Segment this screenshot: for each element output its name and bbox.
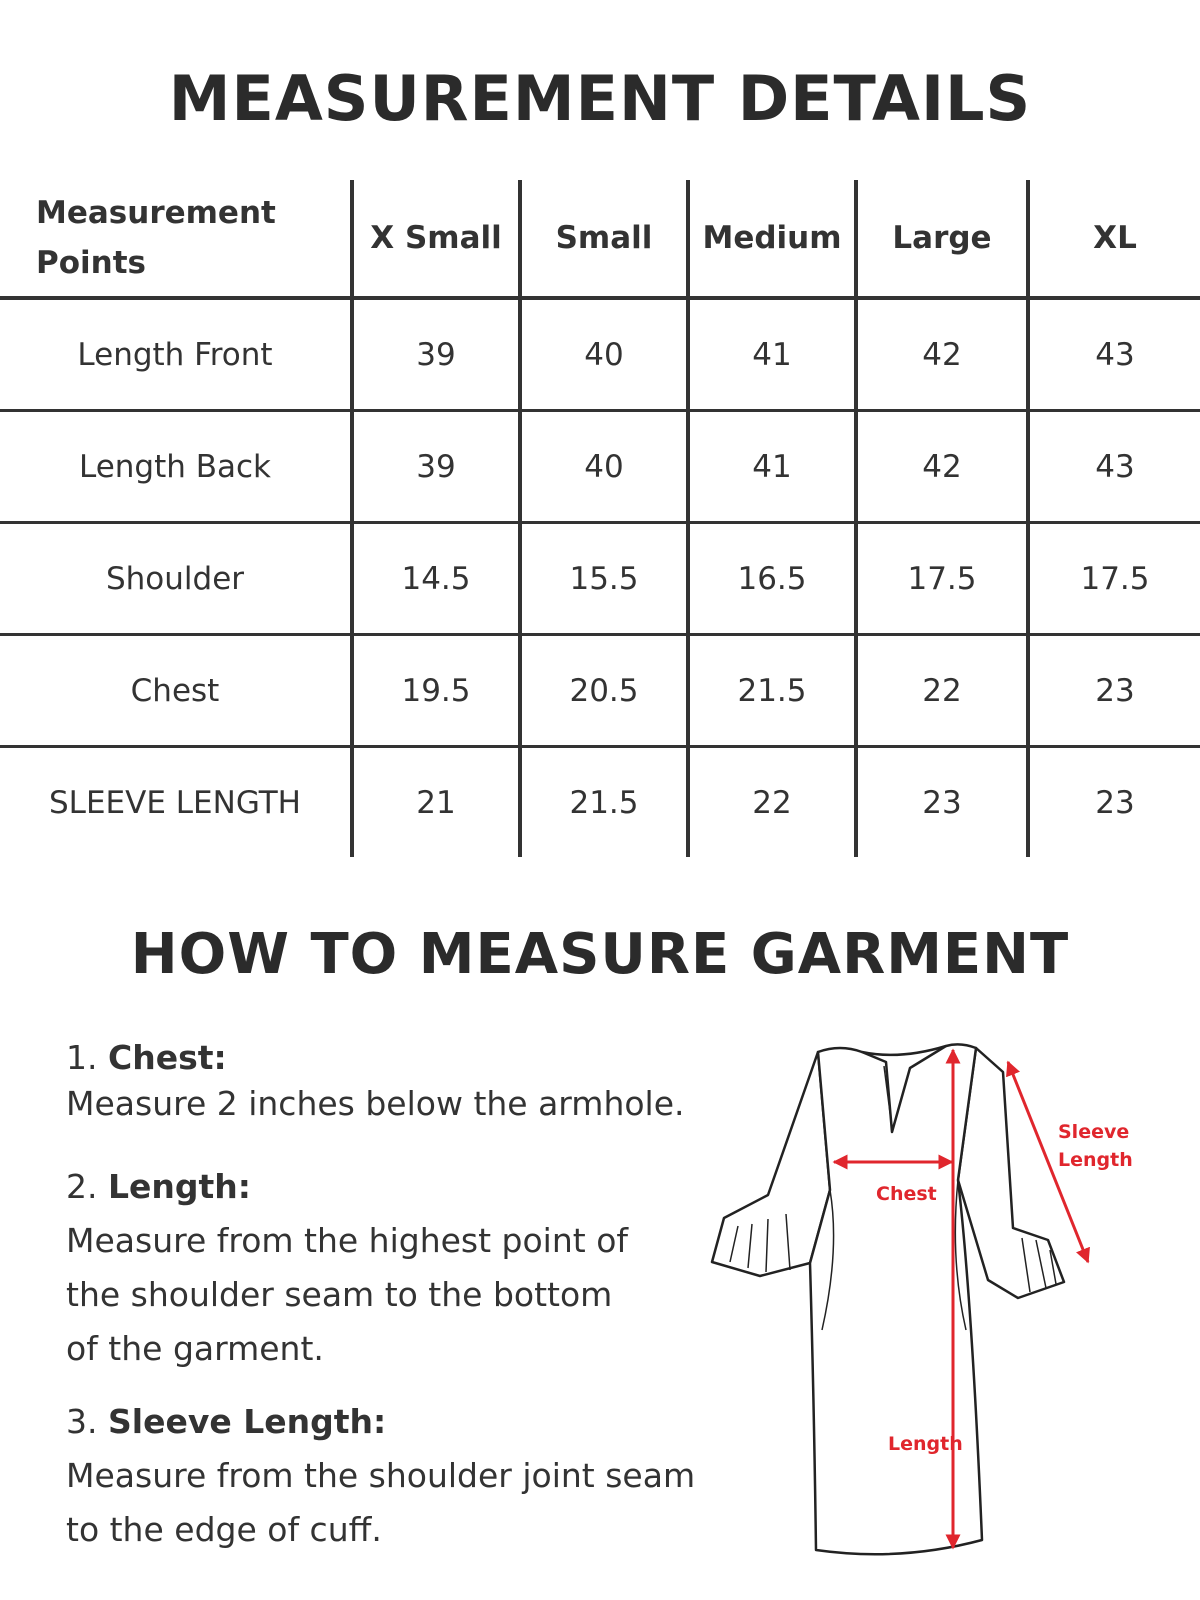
left-sleeve-outline (712, 1052, 830, 1276)
table-cell: 42 (856, 411, 1028, 523)
row-label: Shoulder (0, 523, 352, 635)
header-size: Small (520, 180, 688, 298)
header-size: Large (856, 180, 1028, 298)
sleeve-label-line2: Length (1058, 1149, 1133, 1171)
table-cell: 40 (520, 411, 688, 523)
header-measurement-points (0, 180, 352, 298)
table-cell: 42 (856, 298, 1028, 411)
table-cell: 43 (1028, 298, 1200, 411)
instruction-length (66, 1160, 628, 1376)
instruction-heading (66, 1395, 695, 1449)
header-size: X Small (352, 180, 520, 298)
instruction-number: 3. (66, 1402, 98, 1441)
table-row (0, 298, 1200, 411)
table-cell: 21 (352, 747, 520, 858)
instruction-chest (66, 1035, 685, 1127)
table-cell: 17.5 (1028, 523, 1200, 635)
table-cell: 40 (520, 298, 688, 411)
table-cell: 22 (856, 635, 1028, 747)
header-size: Medium (688, 180, 856, 298)
table-cell: 17.5 (856, 523, 1028, 635)
table-row (0, 411, 1200, 523)
row-label: Length Back (0, 411, 352, 523)
table-cell: 19.5 (352, 635, 520, 747)
table-cell: 20.5 (520, 635, 688, 747)
instruction-text: the shoulder seam to the bottom (66, 1275, 613, 1314)
table-cell: 43 (1028, 411, 1200, 523)
header-points-line2: Points (36, 245, 146, 281)
how-to-measure-title: HOW TO MEASURE GARMENT (130, 922, 1070, 987)
dress-outline (712, 1044, 1064, 1554)
instruction-text: Measure 2 inches below the armhole. (66, 1084, 685, 1123)
instruction-text: of the garment. (66, 1329, 324, 1368)
table-cell: 16.5 (688, 523, 856, 635)
table-cell: 21.5 (520, 747, 688, 858)
instruction-title: Sleeve Length: (108, 1402, 387, 1441)
table-cell: 22 (688, 747, 856, 858)
instruction-number: 1. (66, 1038, 98, 1077)
instruction-heading (66, 1035, 685, 1081)
instruction-title: Length: (108, 1167, 251, 1206)
table-cell: 14.5 (352, 523, 520, 635)
size-chart-table (0, 180, 1200, 857)
table-cell: 21.5 (688, 635, 856, 747)
header-points-line1: Measurement (36, 195, 276, 231)
table-cell: 39 (352, 411, 520, 523)
row-label: SLEEVE LENGTH (49, 784, 301, 821)
instruction-title: Chest: (108, 1038, 227, 1077)
right-sleeve-outline (958, 1048, 1064, 1298)
table-cell: 39 (352, 298, 520, 411)
length-label: Length (888, 1433, 963, 1455)
chest-label: Chest (876, 1183, 937, 1205)
page-title: MEASUREMENT DETAILS (168, 62, 1032, 135)
table-row (0, 635, 1200, 747)
instruction-number: 2. (66, 1167, 98, 1206)
table-cell: 23 (1028, 747, 1200, 858)
sleeve-label-line1: Sleeve (1058, 1121, 1130, 1143)
instruction-text: Measure from the shoulder joint seam (66, 1456, 696, 1495)
table-header-row (0, 180, 1200, 298)
instruction-text: Measure from the highest point of (66, 1221, 628, 1260)
table-row (0, 523, 1200, 635)
table-cell: 15.5 (520, 523, 688, 635)
row-label: Length Front (0, 298, 352, 411)
instruction-heading (66, 1160, 628, 1214)
row-label: Chest (0, 635, 352, 747)
table-cell: 23 (1028, 635, 1200, 747)
garment-diagram (700, 1035, 1140, 1575)
instruction-sleeve-length (66, 1395, 695, 1557)
table-cell: 41 (688, 298, 856, 411)
header-size: XL (1028, 180, 1200, 298)
table-cell: 23 (856, 747, 1028, 858)
table-row (0, 747, 1200, 858)
table-cell: 41 (688, 411, 856, 523)
instruction-text: to the edge of cuff. (66, 1510, 382, 1549)
